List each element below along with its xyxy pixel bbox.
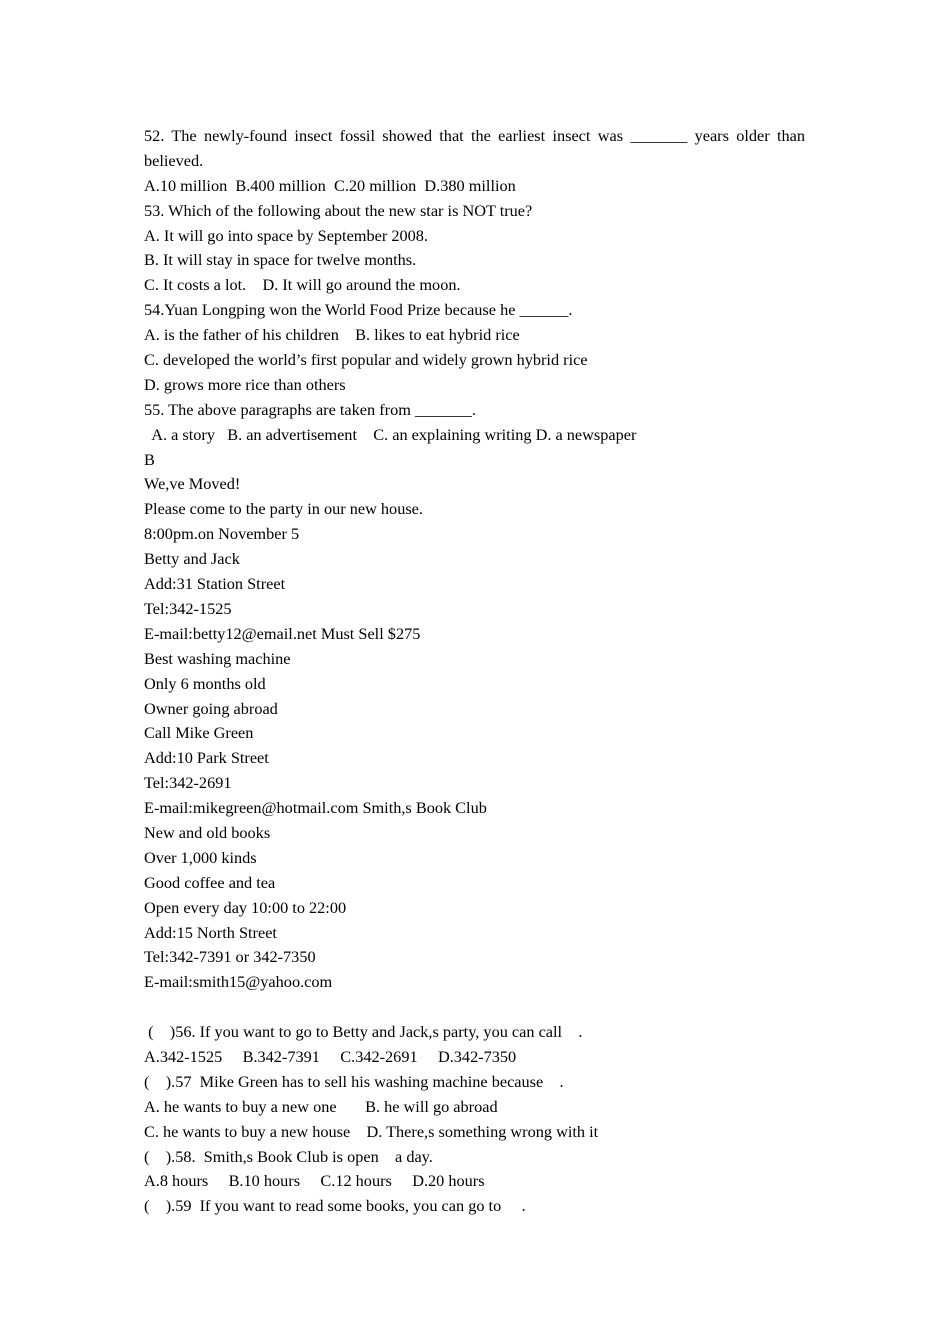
text-line: A. is the father of his children B. likes to eat hybrid rice (144, 325, 520, 345)
text-line: We,ve Moved! (144, 474, 241, 494)
text-line: believed. (144, 150, 204, 170)
text-line: Best washing machine (144, 648, 291, 668)
text-line: 53. Which of the following about the new star is NOT true? (144, 200, 533, 220)
text-line: 8:00pm.on November 5 (144, 524, 300, 544)
text-line: ( )56. If you want to go to Betty and Jack,s party, you can call . (144, 1022, 583, 1042)
text-line: C. developed the world’s first popular and widely grown hybrid rice (144, 350, 588, 370)
text-line: B (144, 449, 155, 469)
text-line: Owner going abroad (144, 698, 278, 718)
text-line: Please come to the party in our new house. (144, 499, 423, 519)
text-line: Good coffee and tea (144, 872, 276, 892)
text-line: A.8 hours B.10 hours C.12 hours D.20 hours (144, 1171, 485, 1191)
text-line: Call Mike Green (144, 723, 254, 743)
text-line: Over 1,000 kinds (144, 847, 257, 867)
text-line: B. It will stay in space for twelve months. (144, 250, 417, 270)
text-line: Add:10 Park Street (144, 748, 269, 768)
text-line: Open every day 10:00 to 22:00 (144, 897, 347, 917)
text-line: ( ).57 Mike Green has to sell his washing machine because . (144, 1071, 564, 1091)
text-line: Tel:342-1525 (144, 598, 232, 618)
document-body (144, 124, 805, 1219)
text-line: D. grows more rice than others (144, 374, 346, 394)
text-line: 52. The newly-found insect fossil showed that the earliest insect was _______ years older than (144, 126, 805, 145)
text-line: C. he wants to buy a new house D. There,s something wrong with it (144, 1121, 599, 1141)
text-line: A.10 million B.400 million C.20 million D.380 million (144, 175, 516, 195)
text-line: C. It costs a lot. D. It will go around the moon. (144, 275, 461, 295)
text-line: Tel:342-2691 (144, 773, 232, 793)
text-line: A. It will go into space by September 2008. (144, 225, 428, 245)
text-line: New and old books (144, 822, 271, 842)
text-line: E-mail:mikegreen@hotmail.com Smith,s Book Club (144, 798, 487, 818)
text-line: E-mail:smith15@yahoo.com (144, 972, 333, 992)
text-line: Only 6 months old (144, 673, 266, 693)
text-line: 54.Yuan Longping won the World Food Prize because he ______. (144, 300, 573, 320)
text-line: Betty and Jack (144, 549, 240, 569)
text-line: Add:15 North Street (144, 922, 277, 942)
text-line: ( ).59 If you want to read some books, you can go to . (144, 1196, 526, 1216)
blank-line (144, 995, 805, 1020)
text-line: Add:31 Station Street (144, 574, 286, 594)
text-line: ( ).58. Smith,s Book Club is open a day. (144, 1146, 433, 1166)
text-line: 55. The above paragraphs are taken from _______. (144, 399, 476, 419)
text-line: A.342-1525 B.342-7391 C.342-2691 D.342-7350 (144, 1046, 517, 1066)
text-line: E-mail:betty12@email.net Must Sell $275 (144, 623, 421, 643)
text-line: A. a story B. an advertisement C. an explaining writing D. a newspaper (144, 424, 637, 444)
text-line: Tel:342-7391 or 342-7350 (144, 947, 316, 967)
text-line: A. he wants to buy a new one B. he will go abroad (144, 1096, 498, 1116)
